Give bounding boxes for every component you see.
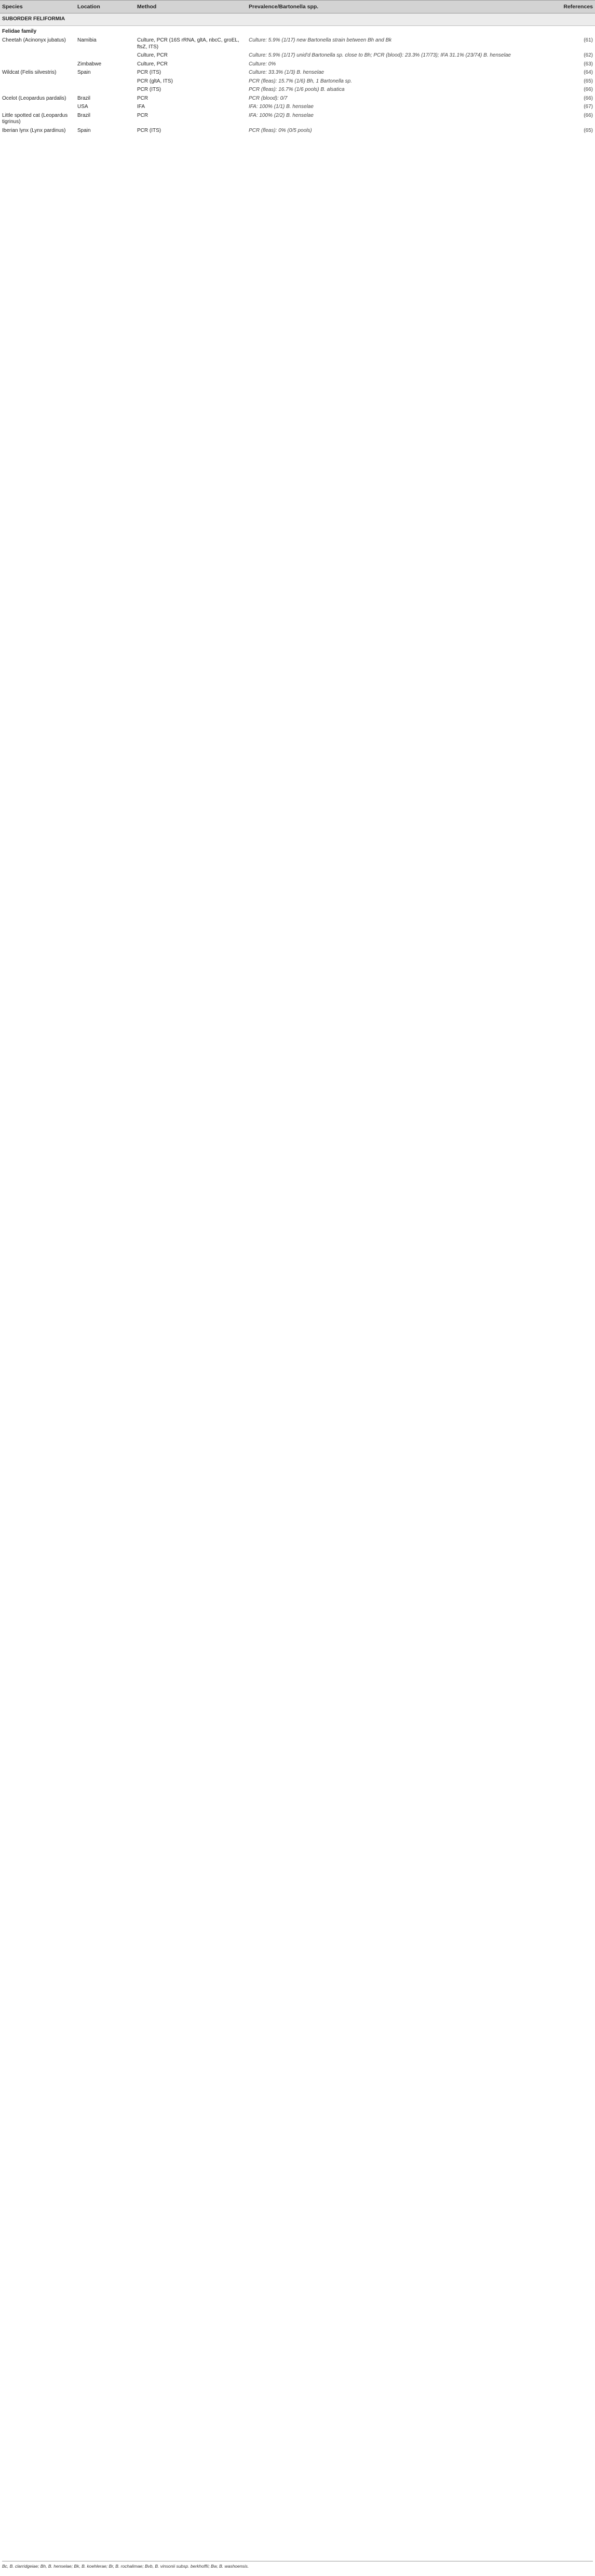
family-row <box>0 25 595 36</box>
cell-method: PCR (gltA, ITS) <box>137 78 173 84</box>
table-row <box>0 86 595 95</box>
cell-species <box>0 60 75 69</box>
table-row <box>0 60 595 69</box>
cell-reference: (66) <box>584 95 593 101</box>
table-row <box>0 112 595 127</box>
table-row <box>0 36 595 51</box>
cell-reference: (61) <box>584 37 593 43</box>
cell-species: Ocelot (Leopardus pardalis) <box>2 95 66 101</box>
cell-location: Spain <box>77 70 91 75</box>
header-species: Species <box>0 1 75 14</box>
cell-reference: (65) <box>584 78 593 84</box>
cell-species <box>0 86 75 95</box>
cell-prevalence: PCR (blood): 0/7 <box>249 95 288 101</box>
cell-location: Spain <box>77 127 91 133</box>
cell-prevalence: PCR (fleas): 16.7% (1/6 pools) B. alsatica <box>249 87 345 92</box>
cell-method: IFA <box>137 104 145 110</box>
cell-prevalence: PCR (fleas): 0% (0/5 pools) <box>249 127 312 133</box>
family-title: Felidae family <box>2 28 37 34</box>
cell-method: PCR (ITS) <box>137 87 161 92</box>
spacer-cell <box>0 135 595 142</box>
cell-prevalence: Culture: 5.9% (1/17) unid'd Bartonella sp. close to Bh; PCR (blood): 23.3% (17/73); IFA 31.1% (23/74) B. henselae <box>249 52 511 58</box>
cell-method: PCR (ITS) <box>137 127 161 133</box>
cell-location: Brazil <box>77 112 91 118</box>
table-header-row <box>0 1 595 14</box>
cell-location: Zimbabwe <box>77 61 102 67</box>
cell-prevalence: IFA: 100% (1/1) B. henselae <box>249 104 314 110</box>
cell-reference: (65) <box>584 127 593 133</box>
suborder-title: SUBORDER FELIFORMIA <box>0 14 595 26</box>
header-prevalence: Prevalence/Bartonella spp. <box>247 1 558 14</box>
cell-reference: (64) <box>584 70 593 75</box>
cell-method: Culture, PCR (16S rRNA, gltA, nbcC, groEL, ftsZ, ITS) <box>137 37 239 50</box>
prevalence-table <box>0 0 595 142</box>
table-row <box>0 51 595 60</box>
cell-prevalence: Culture: 5.9% (1/17) new Bartonella strain between Bh and Bk <box>249 37 392 43</box>
cell-reference: (67) <box>584 104 593 110</box>
cell-method: Culture, PCR <box>137 61 168 67</box>
table-row <box>0 69 595 77</box>
cell-species: Little spotted cat (Leopardus tigrinus) <box>2 112 68 125</box>
cell-species <box>0 51 75 60</box>
cell-reference: (63) <box>584 61 593 67</box>
cell-reference: (62) <box>584 52 593 58</box>
cell-reference: (66) <box>584 112 593 118</box>
table-body <box>0 14 595 143</box>
cell-species: Iberian lynx (Lynx pardinus) <box>2 127 66 133</box>
header-method: Method <box>135 1 247 14</box>
table-row <box>0 103 595 112</box>
table-footnote: Bc, B. clarridgeiae; Bh, B. henselae; Bk, B. koehlerae; Br, B. rochalimae; Bvb, B. vinsonii subsp. berkhoffii; Bw, B. washoensis. <box>2 2561 593 2569</box>
cell-prevalence: IFA: 100% (2/2) B. henselae <box>249 112 314 118</box>
cell-location: USA <box>77 104 88 110</box>
cell-prevalence: PCR (fleas): 15.7% (1/6) Bh, 1 Bartonella sp. <box>249 78 352 84</box>
header-location: Location <box>75 1 135 14</box>
cell-location <box>75 51 135 60</box>
cell-location <box>75 77 135 86</box>
cell-location <box>75 86 135 95</box>
cell-method: Culture, PCR <box>137 52 168 58</box>
cell-prevalence: Culture: 33.3% (1/3) B. henselae <box>249 70 324 75</box>
family-spacer <box>0 135 595 142</box>
table-row <box>0 95 595 103</box>
cell-species: Wildcat (Felis silvestris) <box>2 70 57 75</box>
cell-location: Namibia <box>77 37 97 43</box>
cell-reference: (66) <box>584 87 593 92</box>
cell-species <box>0 77 75 86</box>
cell-method: PCR (ITS) <box>137 70 161 75</box>
cell-prevalence: Culture: 0% <box>249 61 276 67</box>
cell-location: Brazil <box>77 95 91 101</box>
header-references: References <box>558 1 595 14</box>
cell-species: Cheetah (Acinonyx jubatus) <box>2 37 66 43</box>
cell-method: PCR <box>137 112 148 118</box>
table-row <box>0 77 595 86</box>
table-row <box>0 127 595 136</box>
cell-species <box>0 103 75 112</box>
suborder-row <box>0 14 595 26</box>
cell-method: PCR <box>137 95 148 101</box>
